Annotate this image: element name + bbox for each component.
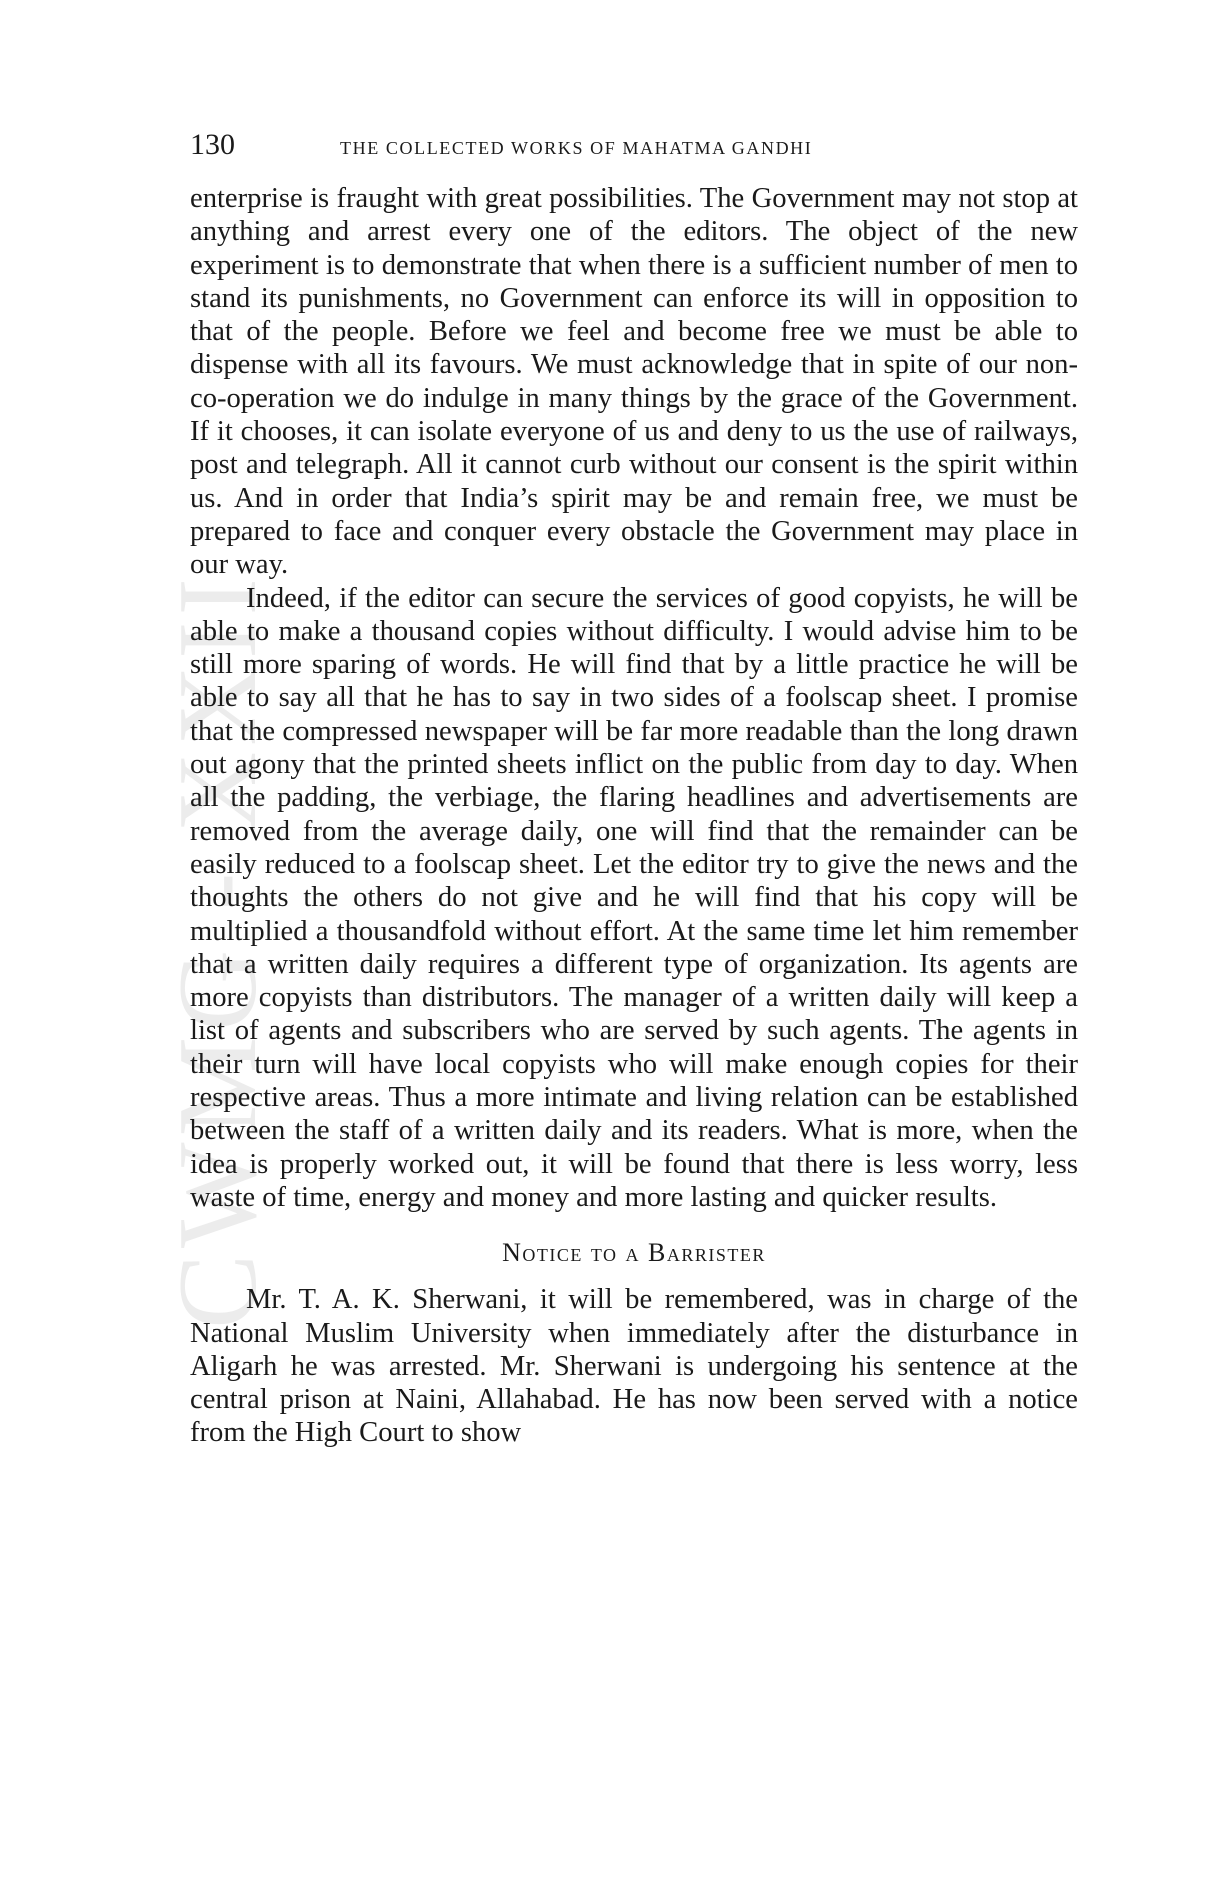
page-number: 130 <box>190 128 235 161</box>
paragraph: Indeed, if the editor can secure the services of good copyists, he will be able to make a thousand copies without difficulty. I would advise him to be still more sparing of words. He will find that by a little practice he will be able to say all that he has to say in two sides of a foolscap sheet. I promise that the compressed newspaper will be far more readable than the long drawn out agony that the printed sheets inflict on the public from day to day. When all the padding, the verbiage, the flaring headlines and advertisements are removed from the average daily, one will find that the remainder can be easily reduced to a foolscap sheet. Let the editor try to give the news and the thoughts the others do not give and he will find that his copy will be multiplied a thousandfold without effort. At the same time let him remember that a written daily requires a different type of organization. Its agents are more copyists than distributors. The manager of a written daily will keep a list of agents and subscribers who are served by such agents. The agents in their turn will have local copyists who will make enough copies for their respective areas. Thus a more intimate and living relation can be established between the staff of a written daily and its readers. What is more, when the idea is properly worked out, it will be found that there is less worry, less waste of time, energy and money and more lasting and quicker results. <box>190 582 1078 1213</box>
running-title: THE COLLECTED WORKS OF MAHATMA GANDHI <box>340 138 813 158</box>
section-heading: Notice to a Barrister <box>502 1238 766 1268</box>
paragraph: enterprise is fraught with great possibilities. The Government may not stop at anything and arrest every one of the editors. The object of the new experiment is to demonstrate that when there is a sufficient number of men to stand its punishments, no Government can enforce its will in opposition to that of the people. Before we feel and become free we must be able to dispense with all its favours. We must acknowledge that in spite of our non-co-operation we do indulge in many things by the grace of the Government. If it chooses, it can isolate everyone of us and deny to us the use of railways, post and telegraph. All it cannot curb without our consent is the spirit within us. And in order that India’s spirit may be and remain free, we must be prepared to face and conquer every obstacle the Government may place in our way. <box>190 183 1078 581</box>
watermark-text: CWMG - XXII <box>155 571 280 1329</box>
body-text <box>190 182 1078 1450</box>
page-header <box>190 128 1078 168</box>
section-paragraph: Mr. T. A. K. Sherwani, it will be remembered, was in charge of the National Muslim University when immediately after the disturbance in Aligarh he was arrested. Mr. Sherwani is undergoing his sentence at the central prison at Naini, Allahabad. He has now been served with a notice from the High Court to show <box>190 1284 1078 1449</box>
page <box>190 128 1078 1450</box>
